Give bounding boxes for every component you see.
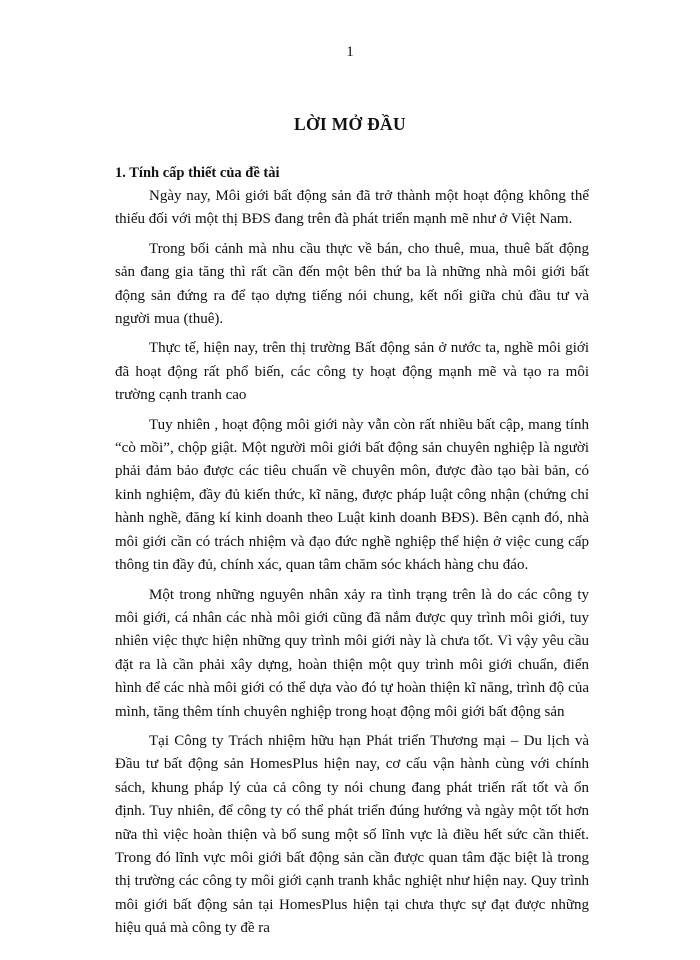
paragraph-3: Thực tế, hiện nay, trên thị trường Bất động sản ở nước ta, nghề môi giới đã hoạt động rất phổ biến, các công ty hoạt động mạnh mẽ và tạo ra môi trường cạnh tranh cao (115, 340, 589, 404)
paragraph-4: Tuy nhiên , hoạt động môi giới này vẫn còn rất nhiều bất cập, mang tính “cò mồi”, chộp giật. Một người môi giới bất động sản chuyên nghiệp là người phải đảm bảo được các tiêu chuẩn về chuyên môn, được đào tạo bài bản, có kinh nghiệm, đầy đủ kiến thức, kĩ năng, được pháp luật công nhận (chứng chỉ hành nghề, đăng kí kinh doanh theo Luật kinh doanh BĐS). Bên cạnh đó, nhà môi giới cần có trách nhiệm và đạo đức nghề nghiệp thể hiện ở việc cung cấp thông tin đầy đủ, chính xác, quan tâm chăm sóc khách hàng chu đáo. (115, 416, 589, 574)
section-heading: 1. Tính cấp thiết của đề tài (115, 165, 280, 181)
page-title: LỜI MỞ ĐẦU (294, 114, 406, 134)
page-number: 1 (346, 44, 354, 60)
paragraph-5: Một trong những nguyên nhân xảy ra tình trạng trên là do các công ty môi giới, cá nhân các nhà môi giới cũng đã nắm được quy trình môi giới, tuy nhiên việc thực hiện những quy trình môi giới này là chưa tốt. Vì vậy yêu cầu đặt ra là cần phải xây dựng, hoàn thiện một quy trình môi giới chuẩn, điển hình để các nhà môi giới có thể dựa vào đó tự hoàn thiện kĩ năng, trình độ của mình, tăng thêm tính chuyên nghiệp trong hoạt động môi giới bất động sản (115, 586, 589, 720)
document-body (115, 162, 589, 947)
paragraph-2: Trong bối cảnh mà nhu cầu thực về bán, cho thuê, mua, thuê bất động sản đang gia tăng thì rất cần đến một bên thứ ba là những nhà môi giới bất động sản đứng ra để tạo dựng tiếng nói chung, kết nối giữa chủ đầu tư và người mua (thuê). (115, 240, 589, 328)
paragraph-1: Ngày nay, Môi giới bất động sản đã trở thành một hoạt động không thể thiếu đối với một thị BĐS đang trên đà phát triển mạnh mẽ như ở Việt Nam. (115, 188, 589, 228)
paragraph-6: Tại Công ty Trách nhiệm hữu hạn Phát triển Thương mại – Du lịch và Đầu tư bất động sản HomesPlus hiện nay, cơ cấu vận hành cùng với chính sách, khung pháp lý của cả công ty nói chung đang phát triển rất tốt và ổn định. Tuy nhiên, để công ty có thể phát triển đúng hướng và ngày một tốt hơn nữa thì việc hoàn thiện và bổ sung một số lĩnh vực là điều hết sức cần thiết. Trong đó lĩnh vực môi giới bất động sản cần được quan tâm đặc biệt là trong thị trường các công ty môi giới cạnh tranh khắc nghiệt như hiện nay. Quy trình môi giới bất động sản tại HomesPlus hiện tại chưa thực sự đạt được những hiệu quả mà công ty đề ra (115, 732, 589, 937)
